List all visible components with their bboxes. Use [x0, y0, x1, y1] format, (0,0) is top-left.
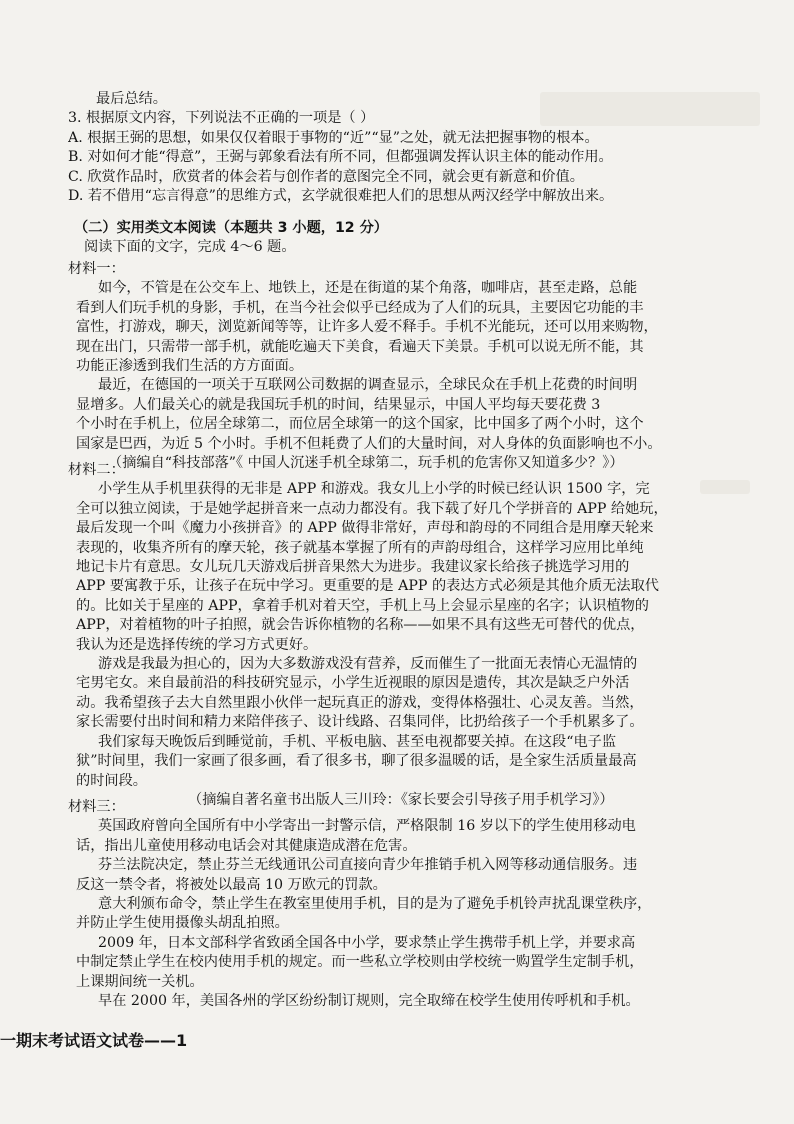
material-1-line: 显增多。人们最关心的就是我国玩手机的时间，结果显示，中国人平均每天要花费 3: [76, 396, 601, 413]
material-3-line: 上课期间统一关机。: [76, 973, 204, 990]
material-2-line: 游戏是我最为担心的，因为大多数游戏没有营养，反而催生了一批面无表情心无温情的: [98, 656, 638, 673]
material-1-line: 功能正渗透到我们生活的方方面面。: [76, 358, 304, 375]
material-2-line: 我们家每天晚饭后到睡觉前，手机、平板电脑、甚至电视都要关掉。在这段“电子监: [98, 733, 617, 750]
material-2-line: 小学生从手机里获得的无非是 APP 和游戏。我女儿上小学的时候已经认识 1500 字，完: [98, 481, 650, 498]
option-a: A. 根据王弼的思想，如果仅仅着眼于事物的“近”“显”之处，就无法把握事物的根本。: [68, 129, 599, 146]
material-1: [68, 260, 720, 473]
material-2-source: （摘编自著名童书出版人三川玲：《家长要会引导孩子用手机学习》）: [188, 791, 614, 808]
material-2-label: 材料二：: [68, 462, 125, 478]
material-3-line: 话，指出儿童使用移动电话会对其健康造成潜在危害。: [76, 837, 417, 854]
material-1-line: 富性，打游戏，聊天，浏览新闻等等，让许多人爱不释手。手机不光能玩，还可以用来购物，: [76, 319, 658, 336]
material-2-line: 宅男宅女。来自最前沿的科技研究显示，小学生近视眼的原因是遗传，其次是缺乏户外活: [76, 675, 630, 692]
material-2-line: 家长需要付出时间和精力来陪伴孩子、设计线路、召集同伴，比扔给孩子一个手机累多了。: [76, 714, 644, 731]
material-3: [68, 798, 720, 1011]
option-d: D. 若不借用“忘言得意”的思维方式，玄学就很难把人们的思想从两汉经学中解放出来。: [68, 188, 614, 205]
section-2-instruction: 阅读下面的文字，完成 4～6 题。: [84, 239, 296, 256]
material-1-line: 个小时在手机上，位居全球第二，而位居全球第一的这个国家，比中国多了两个小时，这个: [76, 416, 644, 433]
page-footer: 一期末考试语文试卷——1: [0, 1031, 188, 1050]
material-1-line: 国家是巴西，为近 5 个小时。手机不但耗费了人们的大量时间，对人身体的负面影响也不小。: [76, 435, 662, 452]
material-2-line: APP 要寓教于乐，让孩子在玩中学习。更重要的是 APP 的表达方式必须是其他介质无法取代: [76, 578, 659, 595]
material-2-line: 全可以独立阅读，于是她学起拼音来一点动力都没有。我下载了好几个学拼音的 APP 给她玩，: [76, 500, 668, 517]
material-2-line: 地记卡片有意思。女儿玩几天游戏后拼音果然大为进步。我建议家长给孩子挑选学习用的: [76, 559, 630, 576]
material-2-line: 表现的，收集齐所有的摩天轮，孩子就基本掌握了所有的声韵母组合，这样学习应用比单纯: [76, 539, 644, 556]
material-3-line: 中制定禁止学生在校内使用手机的规定。而一些私立学校则由学校统一购置学生定制手机，: [76, 954, 644, 971]
material-2: [68, 461, 720, 810]
material-1-line: 现在出门，只需带一部手机，就能吃遍天下美食，看遍天下美景。手机可以说无所不能，其: [76, 338, 644, 355]
material-3-line: 早在 2000 年，美国各州的学区纷纷制订规则，完全取缔在校学生使用传呼机和手机。: [98, 993, 640, 1010]
material-2-line: 动。我希望孩子去大自然里跟小伙伴一起玩真正的游戏，变得体格强壮、心灵友善。当然，: [76, 694, 644, 711]
section-2-header: [74, 219, 726, 258]
material-3-line: 反这一禁令者，将被处以最高 10 万欧元的罚款。: [76, 876, 387, 893]
question-3-stem: 3. 根据原文内容，下列说法不正确的一项是（ ）: [68, 110, 375, 127]
material-3-label: 材料三：: [68, 799, 125, 815]
question-3-block: [68, 90, 720, 206]
material-1-line: 如今，不管是在公交车上、地铁上，还是在街道的某个角落，咖啡店，甚至走路，总能: [98, 280, 638, 297]
previous-line-tail: 最后总结。: [96, 91, 167, 107]
material-1-source: （摘编自“科技部落”《 中国人沉迷手机全球第二，玩手机的危害你又知道多少？》）: [108, 455, 624, 472]
material-3-line: 并防止学生使用摄像头胡乱拍照。: [76, 915, 289, 932]
material-3-line: 2009 年，日本文部科学省致函全国各中小学，要求禁止学生携带手机上学，并要求高: [98, 934, 636, 951]
material-3-line: 芬兰法院决定，禁止芬兰无线通讯公司直接向青少年推销手机入网等移动通信服务。违: [98, 857, 638, 874]
material-2-line: 的时间段。: [76, 772, 147, 789]
material-3-line: 英国政府曾向全国所有中小学寄出一封警示信，严格限制 16 岁以下的学生使用移动电: [98, 818, 636, 835]
material-2-line: 我认为还是选择传统的学习方式更好。: [76, 636, 318, 653]
option-b: B. 对如何才能“得意”，王弼与郭象看法有所不同，但都强调发挥认识主体的能动作用。: [68, 149, 613, 166]
option-c: C. 欣赏作品时，欣赏者的体会若与创作者的意图完全不同，就会更有新意和价值。: [68, 168, 584, 185]
material-3-line: 意大利颁布命令，禁止学生在教室里使用手机，目的是为了避免手机铃声扰乱课堂秩序，: [98, 896, 652, 913]
material-2-line: APP，对着植物的叶子拍照，就会告诉你植物的名称——如果不具有这些无可替代的优点，: [76, 617, 645, 634]
material-1-label: 材料一：: [68, 261, 125, 277]
material-1-line: 最近，在德国的一项关于互联网公司数据的调查显示，全球民众在手机上花费的时间明: [98, 377, 638, 394]
material-2-line: 狱”时间里，我们一家画了很多画，看了很多书，聊了很多温暖的话，是全家生活质量最高: [76, 753, 637, 770]
material-2-line: 最后发现一个叫《魔力小孩拼音》的 APP 做得非常好，声母和韵母的不同组合是用摩天轮来: [76, 520, 654, 537]
material-1-line: 看到人们玩手机的身影，手机，在当今社会似乎已经成为了人们的玩具，主要因它功能的丰: [76, 299, 644, 316]
material-2-line: 的。比如关于星座的 APP，拿着手机对着天空，手机上马上会显示星座的名字；认识植物的: [76, 597, 649, 614]
section-2-title: （二）实用类文本阅读（本题共 3 小题，12 分）: [74, 220, 388, 236]
